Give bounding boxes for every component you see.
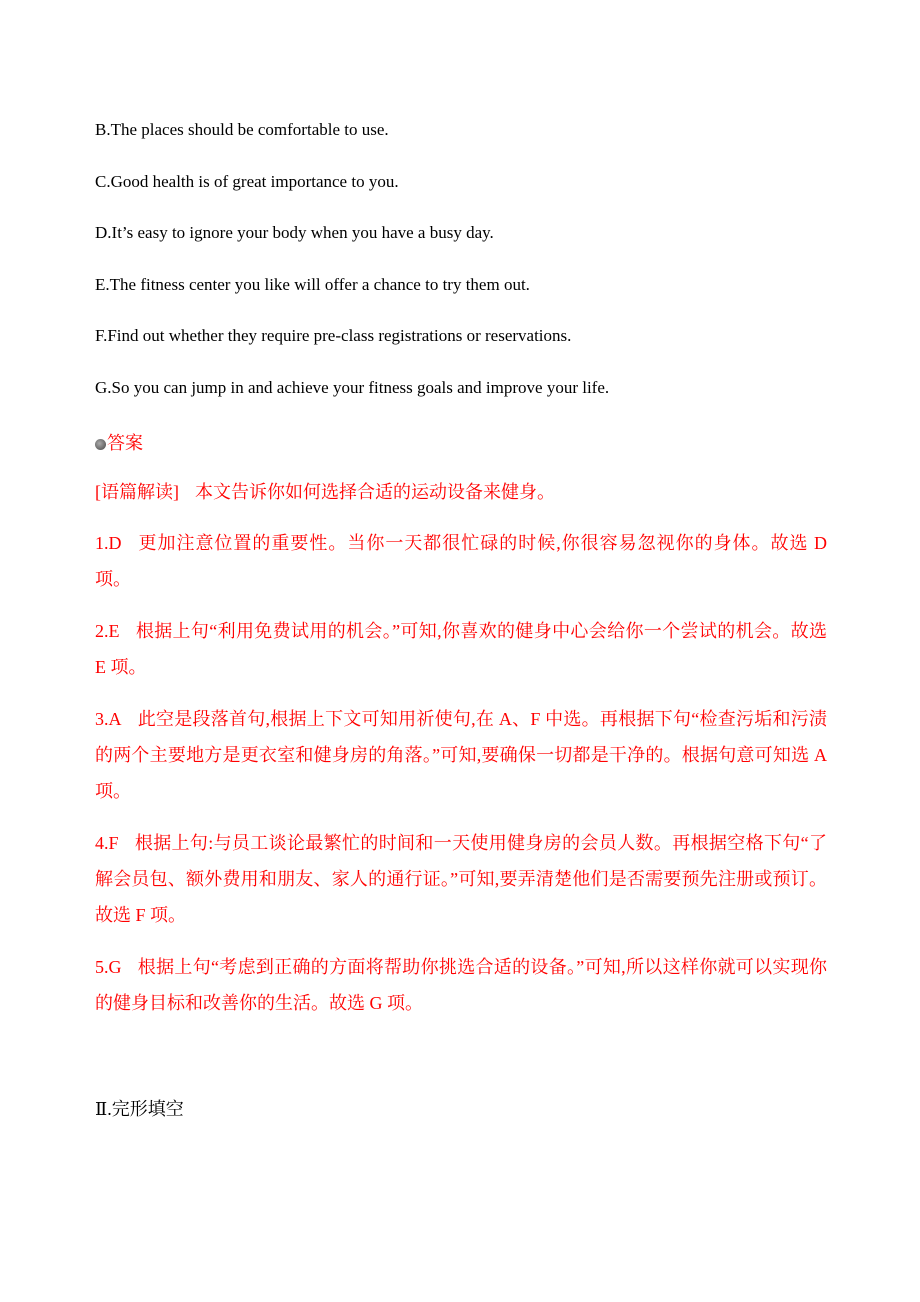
answer-heading-text: 答案	[107, 433, 143, 453]
answer-toggle-icon	[95, 439, 106, 450]
answer-heading[interactable]	[95, 429, 143, 455]
option-d: D.It’s easy to ignore your body when you have a busy day.	[95, 223, 494, 242]
answer-label: 2.E	[95, 621, 120, 641]
answer-text: 根据上句“考虑到正确的方面将帮助你挑选合适的设备。”可知,所以这样你就可以实现你的健身目标和改善你的生活。故选 G 项。	[95, 957, 827, 1013]
answer-text: 此空是段落首句,根据上下文可知用祈使句,在 A、F 中选。再根据下句“检查污垢和污渍的两个主要地方是更衣室和健身房的角落。”可知,要确保一切都是干净的。根据句意可知选 A 项。	[95, 709, 827, 801]
option-g: G.So you can jump in and achieve your fitness goals and improve your life.	[95, 378, 610, 397]
summary-label: [语篇解读]	[95, 482, 179, 502]
answer-4	[95, 825, 827, 933]
answer-text: 根据上句“利用免费试用的机会。”可知,你喜欢的健身中心会给你一个尝试的机会。故选 E 项。	[95, 621, 827, 677]
option-f: F.Find out whether they require pre-class registrations or reservations.	[95, 326, 572, 345]
option-c: C.Good health is of great importance to you.	[95, 172, 399, 191]
answer-text: 根据上句:与员工谈论最繁忙的时间和一天使用健身房的会员人数。再根据空格下句“了解会员包、额外费用和朋友、家人的通行证。”可知,要弄清楚他们是否需要预先注册或预订。故选 F 项。	[95, 833, 827, 925]
answer-5	[95, 949, 827, 1021]
answer-label: 1.D	[95, 533, 122, 553]
answer-2	[95, 613, 827, 685]
answer-1	[95, 525, 827, 597]
option-e: E.The fitness center you like will offer a chance to try them out.	[95, 275, 530, 294]
summary-text: 本文告诉你如何选择合适的运动设备来健身。	[195, 482, 555, 502]
answer-text: 更加注意位置的重要性。当你一天都很忙碌的时候,你很容易忽视你的身体。故选 D 项。	[95, 533, 827, 589]
summary	[95, 474, 827, 510]
answer-label: 3.A	[95, 709, 122, 729]
answer-label: 5.G	[95, 957, 122, 977]
option-b: B.The places should be comfortable to use.	[95, 120, 389, 139]
answer-3	[95, 701, 827, 809]
answer-label: 4.F	[95, 833, 119, 853]
section-heading: Ⅱ.完形填空	[95, 1099, 184, 1119]
